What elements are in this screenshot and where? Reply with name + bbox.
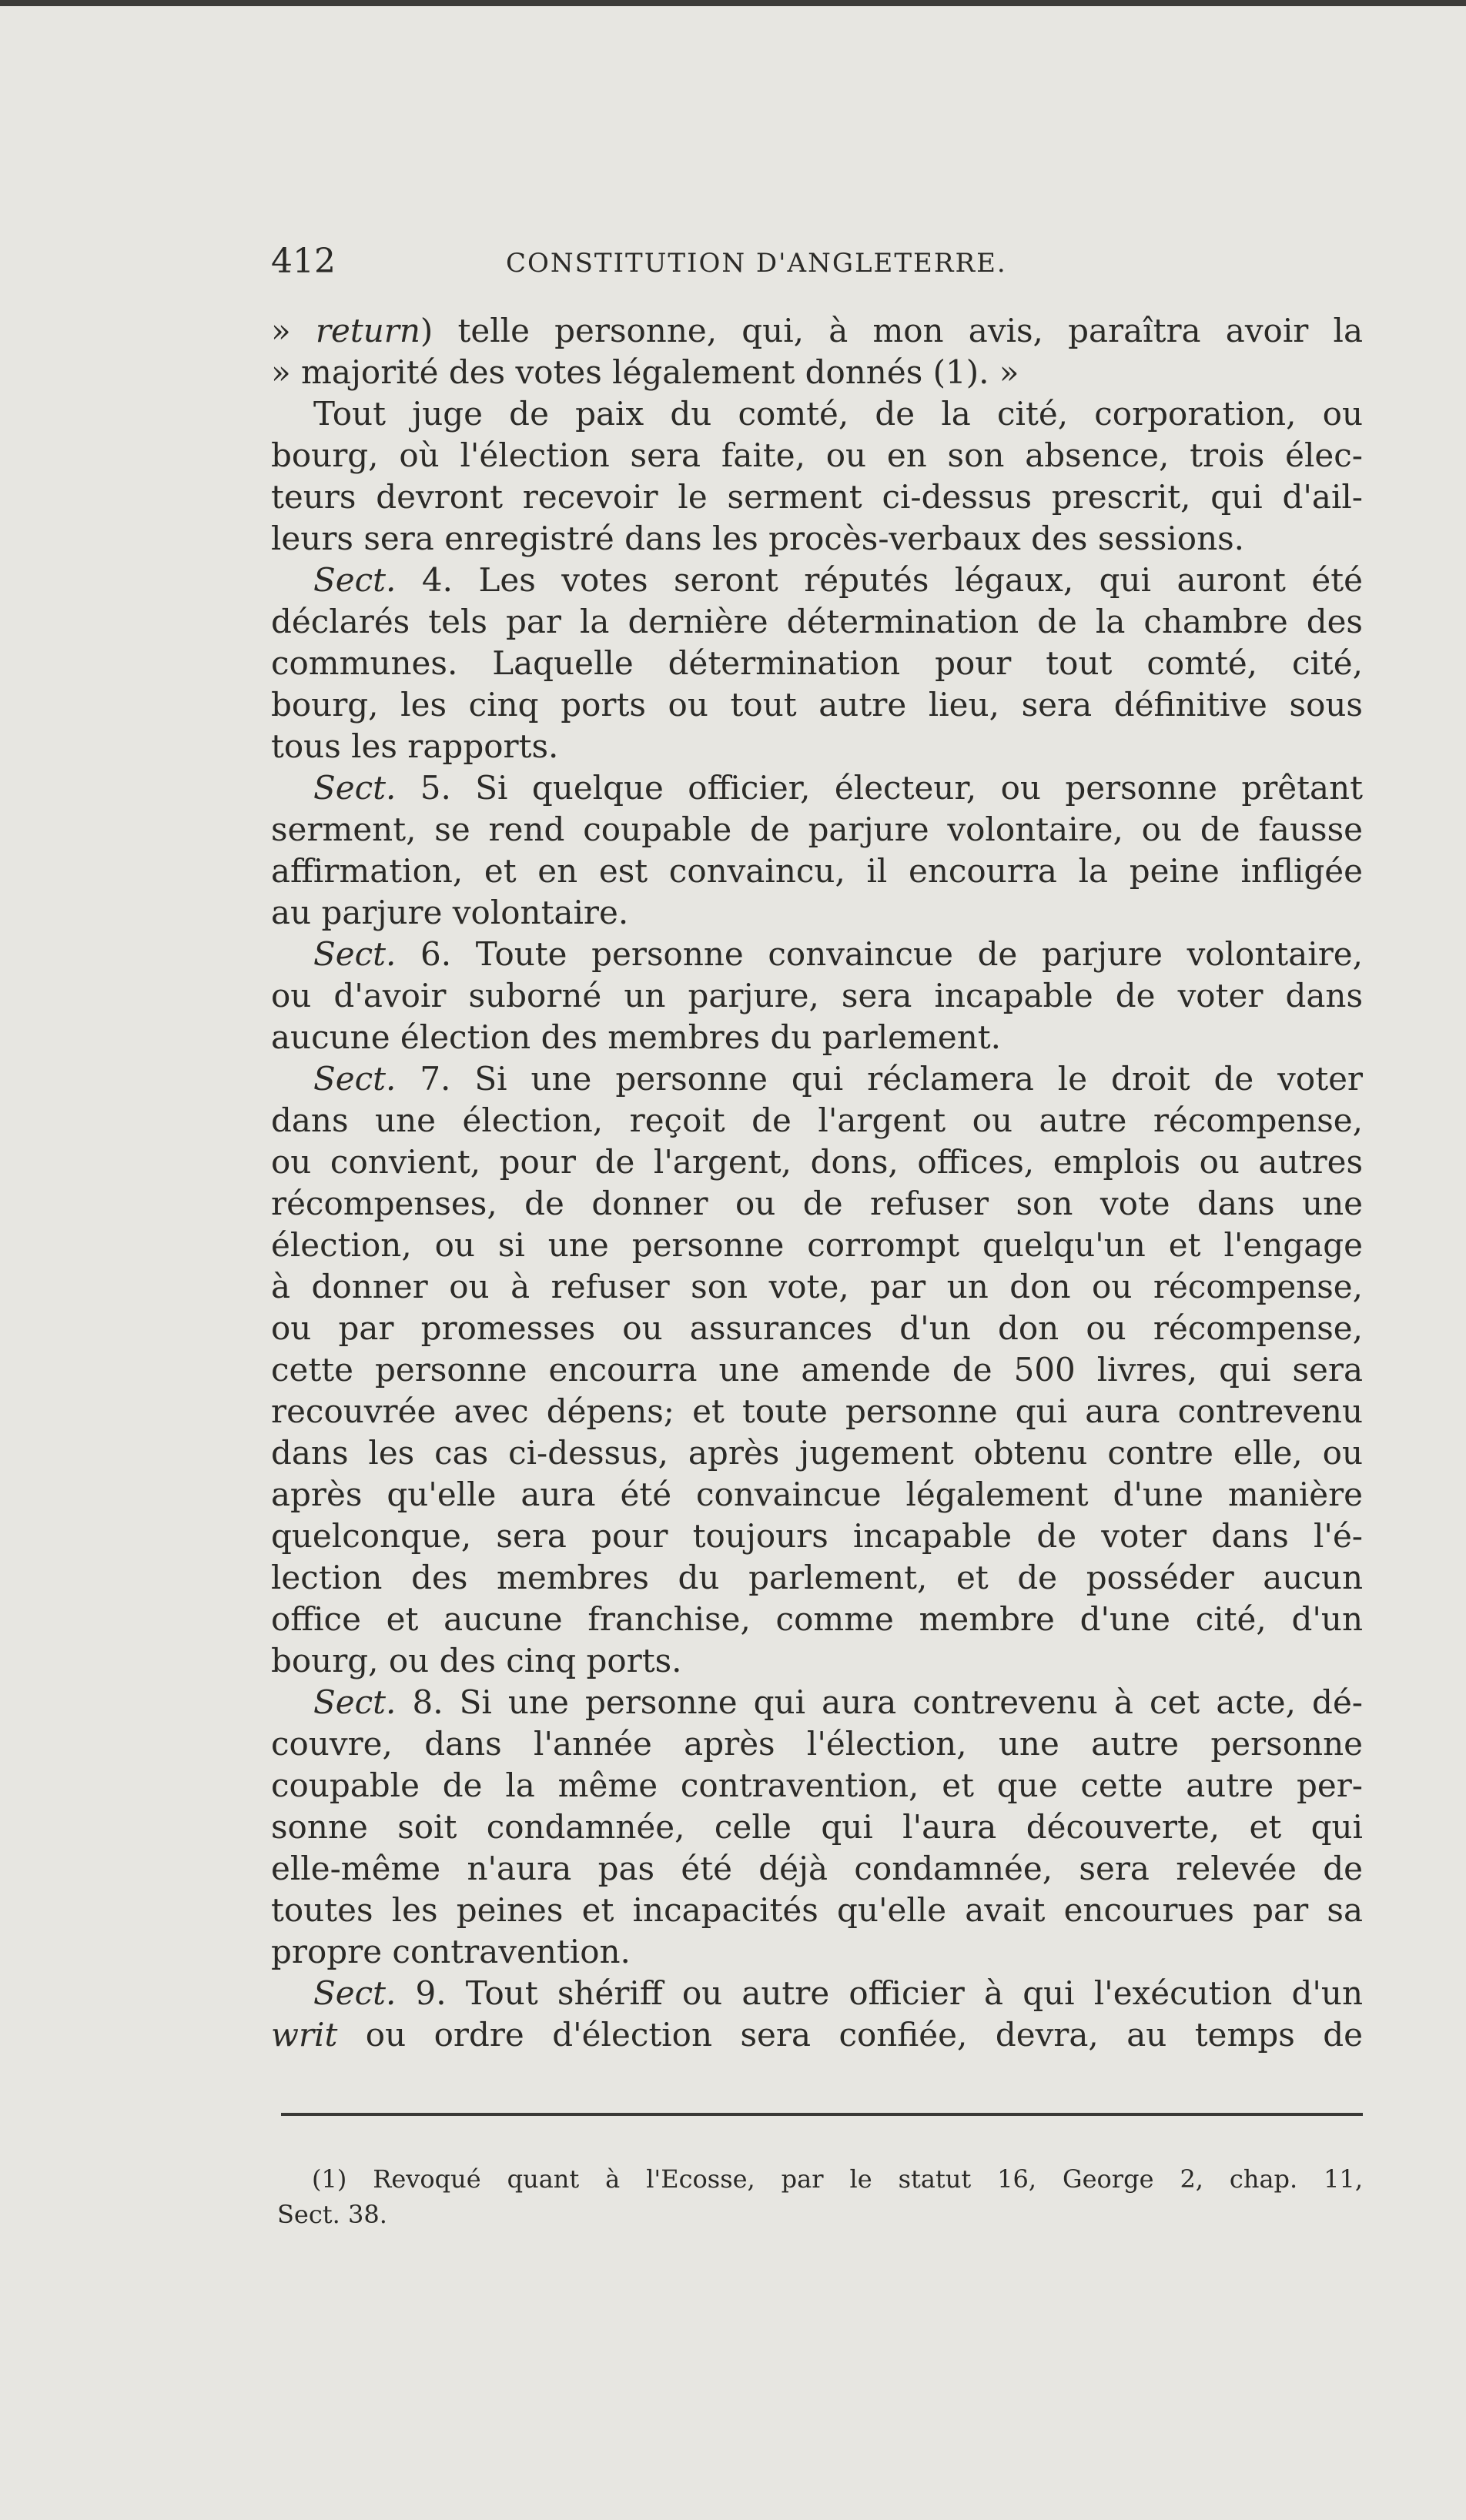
text-run: 7. Si une personne qui réclamera le droit de voter <box>396 1060 1363 1098</box>
text-run: ou d'avoir suborné un parjure, sera incapable de voter dans <box>271 977 1363 1014</box>
text-run: 5. Si quelque officier, électeur, ou personne prêtant <box>396 769 1363 807</box>
text-run: propre contravention. <box>271 1933 631 1970</box>
text-run: à donner ou à refuser son vote, par un don ou récompense, <box>271 1268 1363 1305</box>
text-run: élection, ou si une personne corrompt quelqu'un et l'engage <box>271 1226 1363 1264</box>
text-run: » majorité des votes légalement donnés (1). » <box>271 353 1019 391</box>
text-run: office et aucune franchise, comme membre d'une cité, d'un <box>271 1600 1363 1638</box>
text-line <box>271 1183 1363 1225</box>
text-line <box>271 1806 1363 1848</box>
text-run: toutes les peines et incapacités qu'elle avait encourues par sa <box>271 1891 1363 1929</box>
italic-text-run: Sect. <box>313 1974 397 2012</box>
page-number: 412 <box>271 242 336 281</box>
text-line <box>271 518 1363 560</box>
text-run: bourg, ou des cinq ports. <box>271 1642 682 1679</box>
text-line <box>271 352 1363 393</box>
text-line <box>271 601 1363 643</box>
italic-text-run: writ <box>271 2016 338 2054</box>
footnote-line: Sect. 38. <box>277 2200 387 2229</box>
text-run: communes. Laquelle détermination pour tout comté, cité, <box>271 644 1363 682</box>
text-run: recouvrée avec dépens; et toute personne qui aura contrevenu <box>271 1392 1363 1430</box>
text-line <box>271 435 1363 476</box>
text-line <box>271 1017 1363 1058</box>
text-line <box>271 1474 1363 1516</box>
text-line <box>271 1349 1363 1391</box>
text-run: dans une élection, reçoit de l'argent ou autre récompense, <box>271 1101 1363 1139</box>
text-line <box>271 1723 1363 1765</box>
text-run: bourg, où l'élection sera faite, ou en son absence, trois élec- <box>271 436 1363 474</box>
text-run: Tout juge de paix du comté, de la cité, corporation, ou <box>313 395 1363 433</box>
text-run: après qu'elle aura été convaincue légalement d'une manière <box>271 1476 1363 1513</box>
text-run: 4. Les votes seront réputés légaux, qui auront été <box>396 561 1363 599</box>
text-run: récompenses, de donner ou de refuser son vote dans une <box>271 1185 1363 1222</box>
text-line <box>271 560 1363 601</box>
text-run: 9. Tout shériff ou autre officier à qui l'exécution d'un <box>396 1974 1363 2012</box>
text-line <box>271 767 1363 809</box>
text-line <box>271 726 1363 767</box>
text-line <box>271 476 1363 518</box>
text-line <box>271 1765 1363 1806</box>
text-run: teurs devront recevoir le serment ci-dessus prescrit, qui d'ail- <box>271 478 1363 516</box>
text-line <box>271 1391 1363 1432</box>
text-line <box>271 2014 1363 2056</box>
text-line <box>271 310 1363 352</box>
text-run: coupable de la même contravention, et que cette autre per- <box>271 1766 1363 1804</box>
text-run: bourg, les cinq ports ou tout autre lieu, sera définitive sous <box>271 686 1363 724</box>
italic-text-run: return <box>315 312 420 349</box>
text-line <box>271 643 1363 684</box>
text-line <box>271 684 1363 726</box>
text-line <box>271 393 1363 435</box>
text-line <box>271 1100 1363 1141</box>
text-run: 8. Si une personne qui aura contrevenu à cet acte, dé- <box>396 1683 1363 1721</box>
body-text <box>271 310 1363 2056</box>
text-line <box>271 1931 1363 1973</box>
italic-text-run: Sect. <box>313 935 397 973</box>
text-line <box>271 1058 1363 1100</box>
page-top-edge <box>0 0 1466 6</box>
text-line <box>271 1682 1363 1723</box>
footnote-line: (1) Revoqué quant à l'Ecosse, par le statut 16, George 2, chap. 11, <box>312 2164 1363 2194</box>
text-run: déclarés tels par la dernière détermination de la chambre des <box>271 603 1363 640</box>
text-line <box>271 1640 1363 1682</box>
text-run: ou ordre d'élection sera confiée, devra, au temps de <box>337 2016 1363 2054</box>
text-line <box>271 1557 1363 1599</box>
text-line <box>271 1308 1363 1349</box>
text-run: ou par promesses ou assurances d'un don ou récompense, <box>271 1309 1363 1347</box>
footnote-rule <box>281 2113 1363 2116</box>
text-line <box>271 1516 1363 1557</box>
text-run: tous les rapports. <box>271 727 559 765</box>
footnote <box>277 2161 1363 2232</box>
text-line <box>271 809 1363 851</box>
running-title: CONSTITUTION D'ANGLETERRE. <box>506 248 1007 279</box>
text-run: 6. Toute personne convaincue de parjure volontaire, <box>396 935 1363 973</box>
text-run: ou convient, pour de l'argent, dons, offices, emplois ou autres <box>271 1143 1363 1181</box>
italic-text-run: Sect. <box>313 561 397 599</box>
text-line <box>271 1141 1363 1183</box>
italic-text-run: Sect. <box>313 1060 397 1098</box>
text-line <box>271 1848 1363 1890</box>
text-line <box>271 975 1363 1017</box>
text-run: quelconque, sera pour toujours incapable de voter dans l'é- <box>271 1517 1363 1555</box>
text-run: serment, se rend coupable de parjure volontaire, ou de fausse <box>271 810 1363 848</box>
text-line <box>271 1266 1363 1308</box>
text-line <box>271 1225 1363 1266</box>
text-line <box>271 892 1363 934</box>
italic-text-run: Sect. <box>313 1683 397 1721</box>
text-line <box>271 1973 1363 2014</box>
text-run: ) telle personne, qui, à mon avis, paraîtra avoir la <box>420 312 1363 349</box>
text-line <box>271 1890 1363 1931</box>
text-run: dans les cas ci-dessus, après jugement obtenu contre elle, ou <box>271 1434 1363 1472</box>
text-run: » <box>271 312 316 349</box>
text-run: aucune élection des membres du parlement. <box>271 1018 1001 1056</box>
text-line <box>271 1599 1363 1640</box>
text-run: elle-même n'aura pas été déjà condamnée, sera relevée de <box>271 1850 1363 1887</box>
text-run: sonne soit condamnée, celle qui l'aura découverte, et qui <box>271 1808 1363 1846</box>
text-run: leurs sera enregistré dans les procès-verbaux des sessions. <box>271 520 1245 557</box>
page-header <box>271 239 1364 285</box>
text-run: au parjure volontaire. <box>271 894 629 931</box>
text-line <box>271 934 1363 975</box>
text-run: affirmation, et en est convaincu, il encourra la peine infligée <box>271 852 1363 890</box>
text-line <box>271 851 1363 892</box>
text-run: lection des membres du parlement, et de posséder aucun <box>271 1559 1363 1596</box>
text-run: couvre, dans l'année après l'élection, une autre personne <box>271 1725 1363 1763</box>
text-run: cette personne encourra une amende de 500 livres, qui sera <box>271 1351 1363 1389</box>
italic-text-run: Sect. <box>313 769 397 807</box>
text-line <box>271 1432 1363 1474</box>
